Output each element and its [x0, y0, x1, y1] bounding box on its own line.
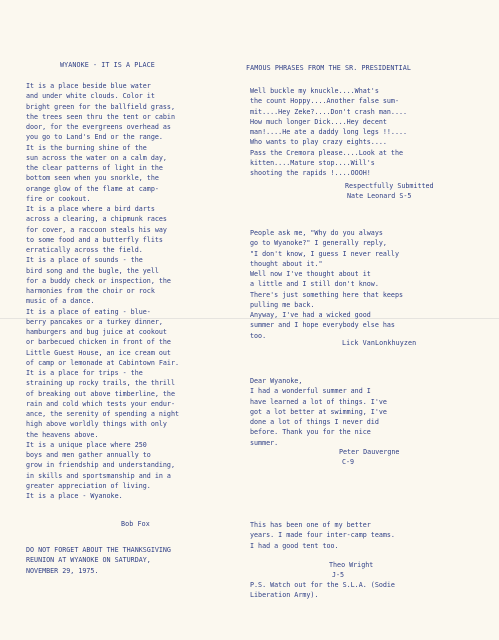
letter-line: I had a wonderful summer and I [250, 387, 371, 396]
poem-line: It is a place where a bird darts [26, 205, 155, 213]
phrase-line: Pass the Cremora please....Look at the [250, 148, 403, 157]
signoff-author: Peter Dauvergne [339, 448, 400, 456]
signoff-line: Respectfully Submitted [345, 182, 434, 190]
poem-line: greater appreciation of living. [26, 481, 151, 490]
poem-author: Bob Fox [121, 520, 150, 528]
poem-line: straining up rocky trails, the thrill [26, 379, 175, 388]
poem-line: across a clearing, a chipmunk races [26, 215, 167, 224]
letter-line: There's just something here that keeps [250, 290, 403, 299]
phrase-line: mit....Hey Zeke?....Don't crash man.... [250, 107, 408, 116]
letter-line: done a lot of things I never did [250, 418, 379, 426]
poem-line: It is the burning shine of the [26, 143, 147, 152]
postscript-line: Liberation Army). [250, 591, 319, 600]
reminder-line: NOVEMBER 29, 1975. [26, 566, 99, 575]
poem-line: and under white clouds. Color it [26, 92, 155, 101]
poem-line: in skills and sportsmanship and in a [26, 471, 171, 480]
poem-line: for a buddy check or inspection, the [26, 276, 171, 285]
poem-line: bird song and the bugle, the yell [26, 266, 159, 275]
phrases-signoff [345, 181, 434, 202]
poem-line: fire or cookout. [26, 194, 91, 203]
poem-line: It is a place beside blue water [26, 82, 151, 90]
poem-line: orange glow of the flame at camp- [26, 184, 159, 193]
letter-line: People ask me, "Why do you always [250, 229, 383, 237]
reminder-line: REUNION AT WYANOKE ON SATURDAY, [26, 556, 151, 565]
letter-line: Anyway, I've had a wicked good [250, 311, 371, 319]
letter-line: have learned a lot of things. I've [250, 397, 387, 406]
poem-line: the heavens above. [26, 430, 99, 439]
poem-body [26, 81, 248, 501]
poem-line: you go to Land's End or the range. [26, 133, 163, 142]
phrase-line: Well buckle my knuckle....What's [250, 87, 379, 95]
poem-line: erratically across the field. [26, 246, 143, 254]
phrase-line: Who wants to play crazy eights.... [250, 138, 387, 147]
letter-line: summer. [250, 438, 279, 447]
phrase-line: shooting the rapids !....OOOH! [250, 169, 371, 177]
letter-line: "I don't know, I guess I never really [250, 249, 399, 258]
poem-line: to some food and a butterfly flits [26, 235, 163, 244]
letter-line: summer and I hope everybody else has [250, 321, 395, 330]
phrase-line: the count Hoppy....Another false sum- [250, 97, 399, 106]
letter-theo-signoff [329, 560, 373, 581]
letter-line: This has been one of my better [250, 521, 371, 529]
letter-line: Well now I've thought about it [250, 270, 371, 278]
letter-line: too. [250, 331, 267, 340]
letter-line: a little and I still don't know. [250, 280, 379, 289]
poem-line: It is a place for trips - the [26, 369, 143, 377]
letter-line: thought about it." [250, 259, 323, 268]
poem-line: door, for the evergreens overhead as [26, 123, 171, 131]
poem-line: It is a place - Wyanoke. [26, 492, 123, 500]
poem-line: high above worldly things with only [26, 420, 167, 429]
reunion-reminder [26, 545, 248, 576]
phrases-body [250, 86, 478, 178]
signoff-cabin: J-5 [332, 571, 345, 580]
signoff-cabin: C-9 [342, 458, 355, 467]
letter-theo [250, 520, 478, 551]
poem-line: the trees seen thru the tent or cabin [26, 112, 175, 121]
poem-line: harmonies from the choir or rock [26, 287, 155, 295]
poem-line: grow in friendship and understanding, [26, 461, 175, 470]
poem-line: hamburgers and bug juice at cookout [26, 328, 167, 336]
letter-line: Dear Wyanoke, [250, 377, 303, 385]
phrase-line: man!....He ate a daddy long legs !!.... [250, 128, 408, 136]
letter-line: pulling me back. [250, 300, 315, 309]
poem-line: or barbecued chicken in front of the [26, 338, 171, 347]
postscript-line: P.S. Watch out for the S.L.A. (Sodie [250, 581, 395, 589]
poem-line: It is a place of eating - blue- [26, 307, 151, 316]
letter-lick-author: Lick VanLonkhuyzen [342, 339, 417, 347]
letter-peter [250, 376, 478, 448]
poem-line: berry pancakes or a turkey dinner, [26, 317, 163, 326]
letter-line: got a lot better at swimming, I've [250, 407, 387, 416]
poem-title: WYANOKE - IT IS A PLACE [60, 61, 155, 69]
poem-line: rain and cold which tests your endur- [26, 399, 175, 408]
poem-line: bottom seen when you snorkle, the [26, 174, 159, 183]
postscript [250, 580, 478, 601]
phrase-line: How much longer Dick....Hey decent [250, 117, 387, 126]
poem-line: It is a place of sounds - the [26, 256, 143, 265]
poem-line: It is a unique place where 250 [26, 440, 147, 449]
letter-peter-signoff [339, 447, 399, 468]
poem-line: of camp or lemonade at Cabintown Fair. [26, 358, 179, 367]
poem-line: Little Guest House, an ice cream out [26, 348, 171, 357]
signoff-author: Nate Leonard S-5 [347, 192, 412, 201]
poem-line: bright green for the ballfield grass, [26, 102, 175, 111]
phrases-title: FAMOUS PHRASES FROM THE SR. PRESIDENTIAL [246, 64, 412, 72]
poem-line: ance, the serenity of spending a night [26, 410, 179, 418]
poem-line: sun across the water on a calm day, [26, 153, 167, 162]
letter-line: before. Thank you for the nice [250, 428, 371, 437]
poem-line: the clear patterns of light in the [26, 164, 163, 172]
phrase-line: kitten....Mature stop....Will's [250, 158, 375, 167]
letter-line: I had a good tent too. [250, 541, 339, 550]
reminder-line: DO NOT FORGET ABOUT THE THANKSGIVING [26, 546, 171, 554]
letter-line: go to Wyanoke?" I generally reply, [250, 239, 387, 248]
poem-line: boys and men gather annually to [26, 451, 151, 459]
letter-line: years. I made four inter-camp teams. [250, 531, 395, 540]
poem-line: for cover, a raccoon steals his way [26, 225, 167, 234]
signoff-author: Theo Wright [329, 561, 374, 569]
letter-lick [250, 228, 478, 341]
poem-line: of breaking out above timberline, the [26, 389, 175, 398]
poem-line: music of a dance. [26, 297, 95, 306]
